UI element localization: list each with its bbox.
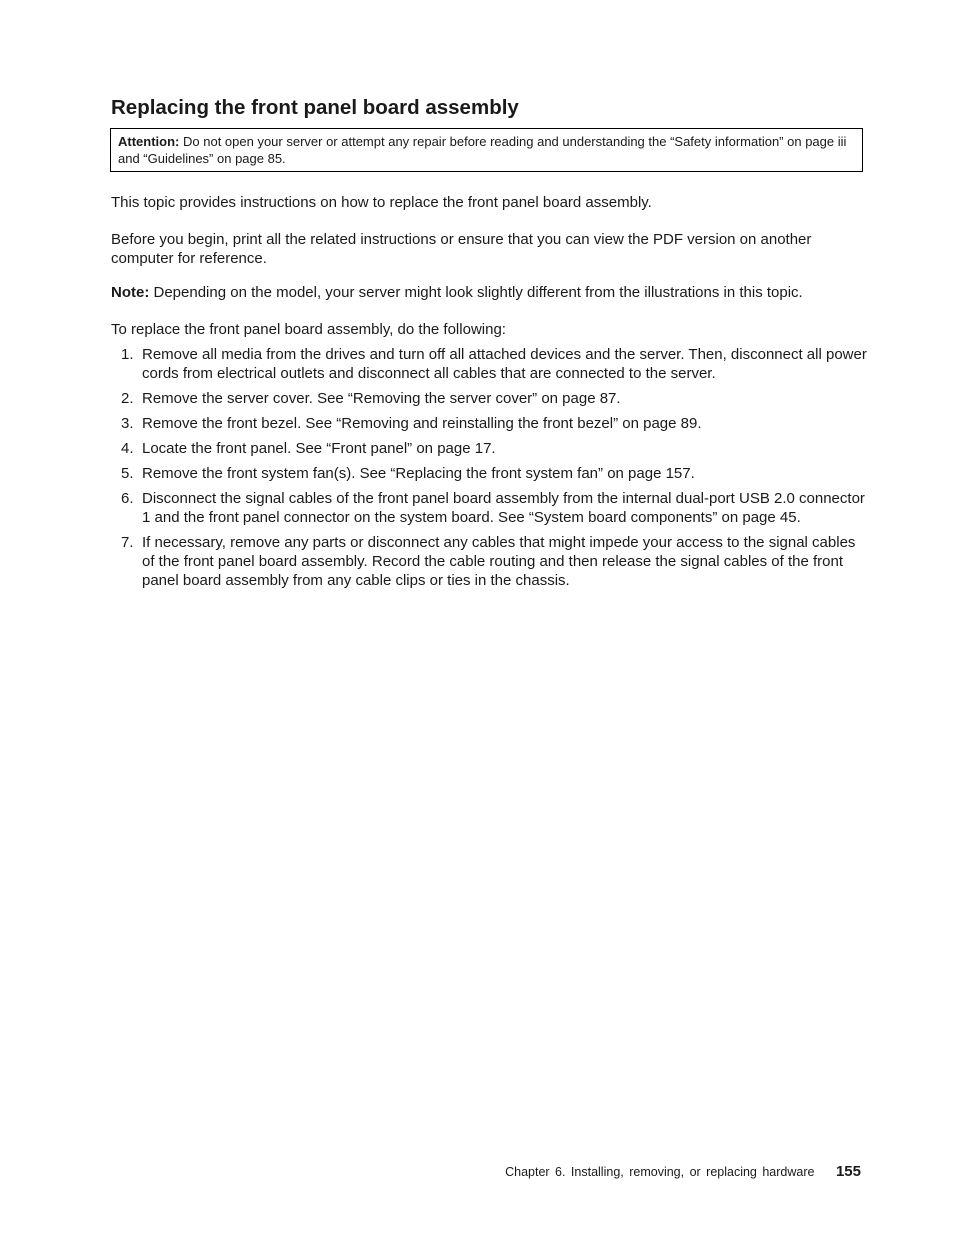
page-number: 155 xyxy=(835,1163,861,1180)
step-text: Remove the front system fan(s). See “Replacing the front system fan” on page 157. xyxy=(142,465,695,482)
step-text: Remove all media from the drives and turn off all attached devices and the server. Then, disconnect all power cords from electrical outlets and disconnect all cables that are connected to the server. xyxy=(142,346,867,382)
step-number: 1. xyxy=(121,346,134,363)
attention-text: Do not open your server or attempt any repair before reading and understanding the “Safety information” on page iii and “Guidelines” on page 85. xyxy=(118,134,847,166)
list-item xyxy=(111,439,871,458)
intro-paragraph: This topic provides instructions on how to replace the front panel board assembly. xyxy=(111,194,652,211)
step-number: 7. xyxy=(121,534,134,551)
step-text: Remove the server cover. See “Removing the server cover” on page 87. xyxy=(142,390,621,407)
note-paragraph xyxy=(111,283,866,302)
step-number: 6. xyxy=(121,490,134,507)
list-item xyxy=(111,533,871,590)
step-number: 2. xyxy=(121,390,134,407)
list-item xyxy=(111,464,871,483)
steps-list xyxy=(111,345,871,596)
section-title: Replacing the front panel board assembly xyxy=(111,96,519,119)
list-item xyxy=(111,345,871,383)
step-number: 3. xyxy=(121,415,134,432)
page-footer xyxy=(0,1163,861,1180)
step-text: Disconnect the signal cables of the front panel board assembly from the internal dual-port USB 2.0 connector 1 and the front panel connector on the system board. See “System board components” on page 45. xyxy=(142,490,865,526)
lead-in-paragraph: To replace the front panel board assembly, do the following: xyxy=(111,321,506,338)
list-item xyxy=(111,414,871,433)
step-text: Remove the front bezel. See “Removing and reinstalling the front bezel” on page 89. xyxy=(142,415,702,432)
footer-chapter: Chapter 6. Installing, removing, or replacing hardware xyxy=(505,1165,815,1179)
attention-label: Attention: xyxy=(118,134,180,149)
attention-box xyxy=(110,128,863,172)
before-paragraph: Before you begin, print all the related instructions or ensure that you can view the PDF version on another computer for reference. xyxy=(111,231,812,267)
list-item xyxy=(111,389,871,408)
note-text: Depending on the model, your server might look slightly different from the illustrations in this topic. xyxy=(153,284,803,301)
step-number: 4. xyxy=(121,440,134,457)
step-number: 5. xyxy=(121,465,134,482)
step-text: Locate the front panel. See “Front panel” on page 17. xyxy=(142,440,496,457)
list-item xyxy=(111,489,871,527)
note-label: Note: xyxy=(111,284,150,301)
step-text: If necessary, remove any parts or disconnect any cables that might impede your access to the signal cables of the front panel board assembly. Record the cable routing and then release the signal cables of the front panel board assembly from any cable clips or ties in the chassis. xyxy=(142,534,856,589)
